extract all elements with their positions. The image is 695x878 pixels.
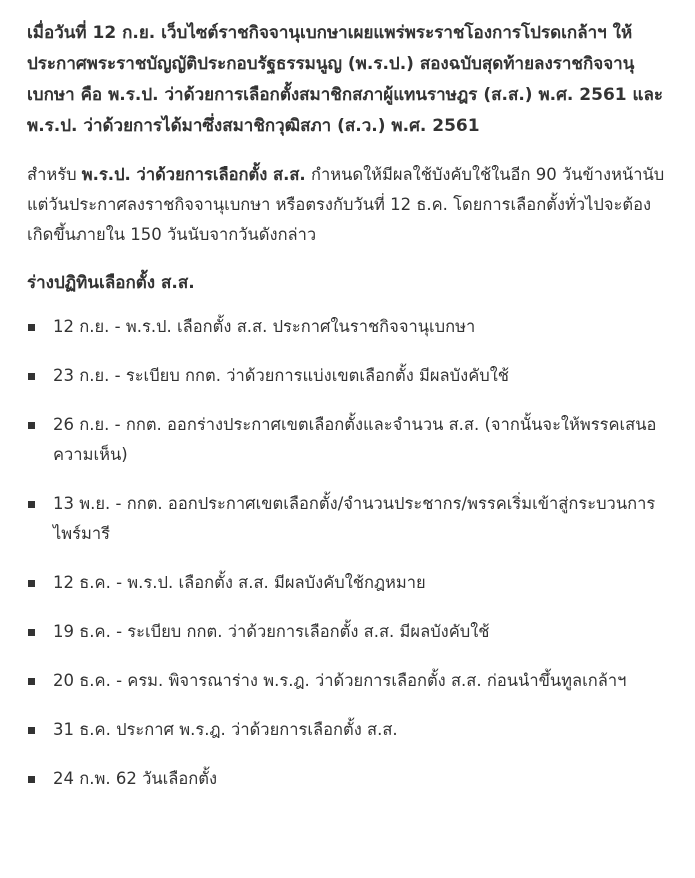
timeline-item-text: 12 ก.ย. - พ.ร.ป. เลือกตั้ง ส.ส. ประกาศในราชกิจจานุเบกษา — [53, 317, 476, 336]
timeline-item — [27, 666, 675, 696]
timeline-item — [27, 361, 675, 391]
timeline-item-text: 23 ก.ย. - ระเบียบ กกต. ว่าด้วยการแบ่งเขตเลือกตั้ง มีผลบังคับใช้ — [53, 366, 509, 385]
timeline-item-text: 13 พ.ย. - กกต. ออกประกาศเขตเลือกตั้ง/จำนวนประชากร/พรรคเริ่มเข้าสู่กระบวนการไพร์มารี — [53, 494, 656, 543]
timeline-list — [27, 312, 675, 794]
square-bullet-icon — [28, 501, 35, 508]
square-bullet-icon — [28, 678, 35, 685]
section-title: ร่างปฏิทินเลือกตั้ง ส.ส. — [27, 273, 195, 293]
timeline-item-text: 19 ธ.ค. - ระเบียบ กกต. ว่าด้วยการเลือกตั้ง ส.ส. มีผลบังคับใช้ — [53, 622, 490, 641]
body-paragraph-bold: พ.ร.ป. ว่าด้วยการเลือกตั้ง ส.ส. — [81, 165, 306, 184]
timeline-item — [27, 312, 675, 342]
square-bullet-icon — [28, 373, 35, 380]
square-bullet-icon — [28, 324, 35, 331]
timeline-item — [27, 764, 675, 794]
square-bullet-icon — [28, 776, 35, 783]
timeline-item — [27, 410, 675, 470]
body-paragraph-rest: กำหนดให้มีผลใช้บังคับใช้ในอีก 90 วันข้างหน้านับแต่วันประกาศลงราชกิจจานุเบกษา หรือตรงกับวันที่ 12 ธ.ค. โดยการเลือกตั้งทั่วไปจะต้องเกิดขึ้นภายใน 150 วันนับจากวันดังกล่าว — [27, 165, 665, 244]
body-paragraph — [27, 160, 675, 250]
timeline-item — [27, 617, 675, 647]
timeline-item-text: 12 ธ.ค. - พ.ร.ป. เลือกตั้ง ส.ส. มีผลบังคับใช้กฎหมาย — [53, 573, 426, 592]
timeline-item — [27, 489, 675, 549]
square-bullet-icon — [28, 727, 35, 734]
timeline-item-text: 24 ก.พ. 62 วันเลือกตั้ง — [53, 769, 218, 788]
body-paragraph-prefix: สำหรับ — [27, 165, 82, 184]
timeline-item-text: 20 ธ.ค. - ครม. พิจารณาร่าง พ.ร.ฎ. ว่าด้วยการเลือกตั้ง ส.ส. ก่อนนำขึ้นทูลเกล้าฯ — [53, 671, 627, 690]
timeline-item — [27, 715, 675, 745]
square-bullet-icon — [28, 629, 35, 636]
timeline-item-text: 31 ธ.ค. ประกาศ พ.ร.ฎ. ว่าด้วยการเลือกตั้ง ส.ส. — [53, 720, 398, 739]
timeline-item — [27, 568, 675, 598]
lead-paragraph: เมื่อวันที่ 12 ก.ย. เว็บไซต์ราชกิจจานุเบกษาเผยแพร่พระราชโองการโปรดเกล้าฯ ให้ประกาศพระราชบัญญัติประกอบรัฐธรรมนูญ (พ.ร.ป.) สองฉบับสุดท้ายลงราชกิจจานุเบกษา คือ พ.ร.ป. ว่าด้วยการเลือกตั้งสมาชิกสภาผู้แทนราษฎร (ส.ส.) พ.ศ. 2561 และ พ.ร.ป. ว่าด้วยการได้มาซึ่งสมาชิกวุฒิสภา (ส.ว.) พ.ศ. 2561 — [27, 23, 664, 136]
timeline-item-text: 26 ก.ย. - กกต. ออกร่างประกาศเขตเลือกตั้งและจำนวน ส.ส. (จากนั้นจะให้พรรคเสนอความเห็น) — [53, 415, 657, 464]
square-bullet-icon — [28, 580, 35, 587]
square-bullet-icon — [28, 422, 35, 429]
